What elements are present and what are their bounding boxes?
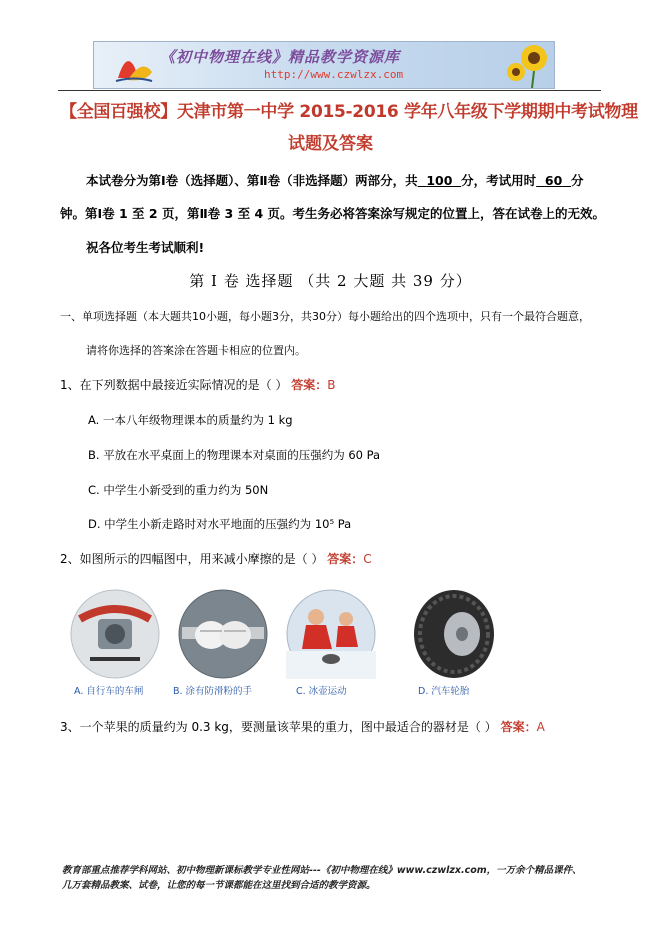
question-text: 3、一个苹果的质量约为 0.3 kg，要测量该苹果的重力，图中最适合的器材是（ ）: [60, 720, 497, 734]
part1-instruction-line2: 请将你选择的答案涂在答题卡相应的位置内。: [86, 344, 306, 357]
option-a: A. 一本八年级物理课本的质量约为 1 kg: [88, 413, 293, 427]
answer-value: B: [327, 378, 336, 392]
image-label-b: B. 涂有防滑粉的手: [173, 686, 253, 697]
question-3: [60, 718, 545, 735]
answer-value: A: [536, 720, 545, 734]
intro-text-b: 分，考试用时: [461, 173, 537, 188]
footer-line2: 几万套精品教案、试卷，让您的每一节课都能在这里找到合适的教学资源。: [62, 880, 376, 891]
bicycle-brake-image: [70, 589, 160, 679]
part1-instruction: 一、单项选择题（本大题共10小题，每小题3分，共30分）每小题给出的四个选项中，只有一个最符合题意，: [60, 310, 590, 323]
page-footer: [62, 863, 622, 893]
answer-value: C: [363, 552, 372, 566]
banner-url[interactable]: http://www.czwlzx.com: [264, 68, 404, 81]
answer-label: 答案：: [327, 552, 364, 566]
intro-text-a: 本试卷分为第Ⅰ卷（选择题）、第Ⅱ卷（非选择题）两部分，共: [86, 173, 418, 188]
sunflower-icon: [504, 42, 554, 88]
answer-label: 答案：: [291, 378, 328, 392]
option-c: C. 中学生小新受到的重力约为 50N: [88, 483, 269, 497]
car-tire-image: [406, 589, 502, 679]
intro-text-c: 分: [571, 173, 584, 188]
question-2: [60, 550, 372, 567]
question-text: 1、在下列数据中最接近实际情况的是（ ）: [60, 378, 288, 392]
page-title-line2: 试题及答案: [288, 134, 373, 154]
exam-time: 60: [544, 173, 563, 188]
question-text: 2、如图所示的四幅图中，用来减小摩擦的是（ ）: [60, 552, 324, 566]
total-score: 100: [426, 173, 453, 188]
option-b: B. 平放在水平桌面上的物理课本对桌面的压强约为 60 Pa: [88, 448, 381, 462]
banner-title: 《初中物理在线》精品教学资源库: [160, 48, 401, 66]
intro-line2: 钟。第Ⅰ卷 1 至 2 页，第Ⅱ卷 3 至 4 页。考生务必将答案涂写规定的位置上，答在试卷上的无效。: [60, 206, 605, 221]
intro-line1: [86, 171, 584, 189]
image-label-a: A. 自行车的车闸: [74, 686, 144, 697]
footer-line1: 教育部重点推荐学科网站、初中物理新课标教学专业性网站---《初中物理在线》www.czwlzx.com，一万余个精品课件、: [62, 865, 582, 876]
chalked-hands-image: [178, 589, 268, 679]
option-d: D. 中学生小新走路时对水平地面的压强约为 10⁵ Pa: [88, 517, 352, 531]
section-title: 第 Ⅰ 卷 选择题 （共 2 大题 共 39 分）: [189, 272, 472, 290]
header-divider: [58, 90, 601, 91]
site-logo-icon: [112, 48, 156, 84]
page-title: 【全国百强校】天津市第一中学 2015-2016 学年八年级下学期期中考试物理: [60, 102, 638, 122]
question-1: [60, 376, 336, 393]
curling-image: [286, 589, 376, 679]
blessing: 祝各位考生考试顺利!: [86, 240, 205, 255]
image-label-d: D. 汽车轮胎: [418, 686, 470, 697]
answer-label: 答案：: [500, 720, 537, 734]
image-label-c: C. 冰壶运动: [296, 686, 347, 697]
header-banner: [93, 41, 555, 89]
